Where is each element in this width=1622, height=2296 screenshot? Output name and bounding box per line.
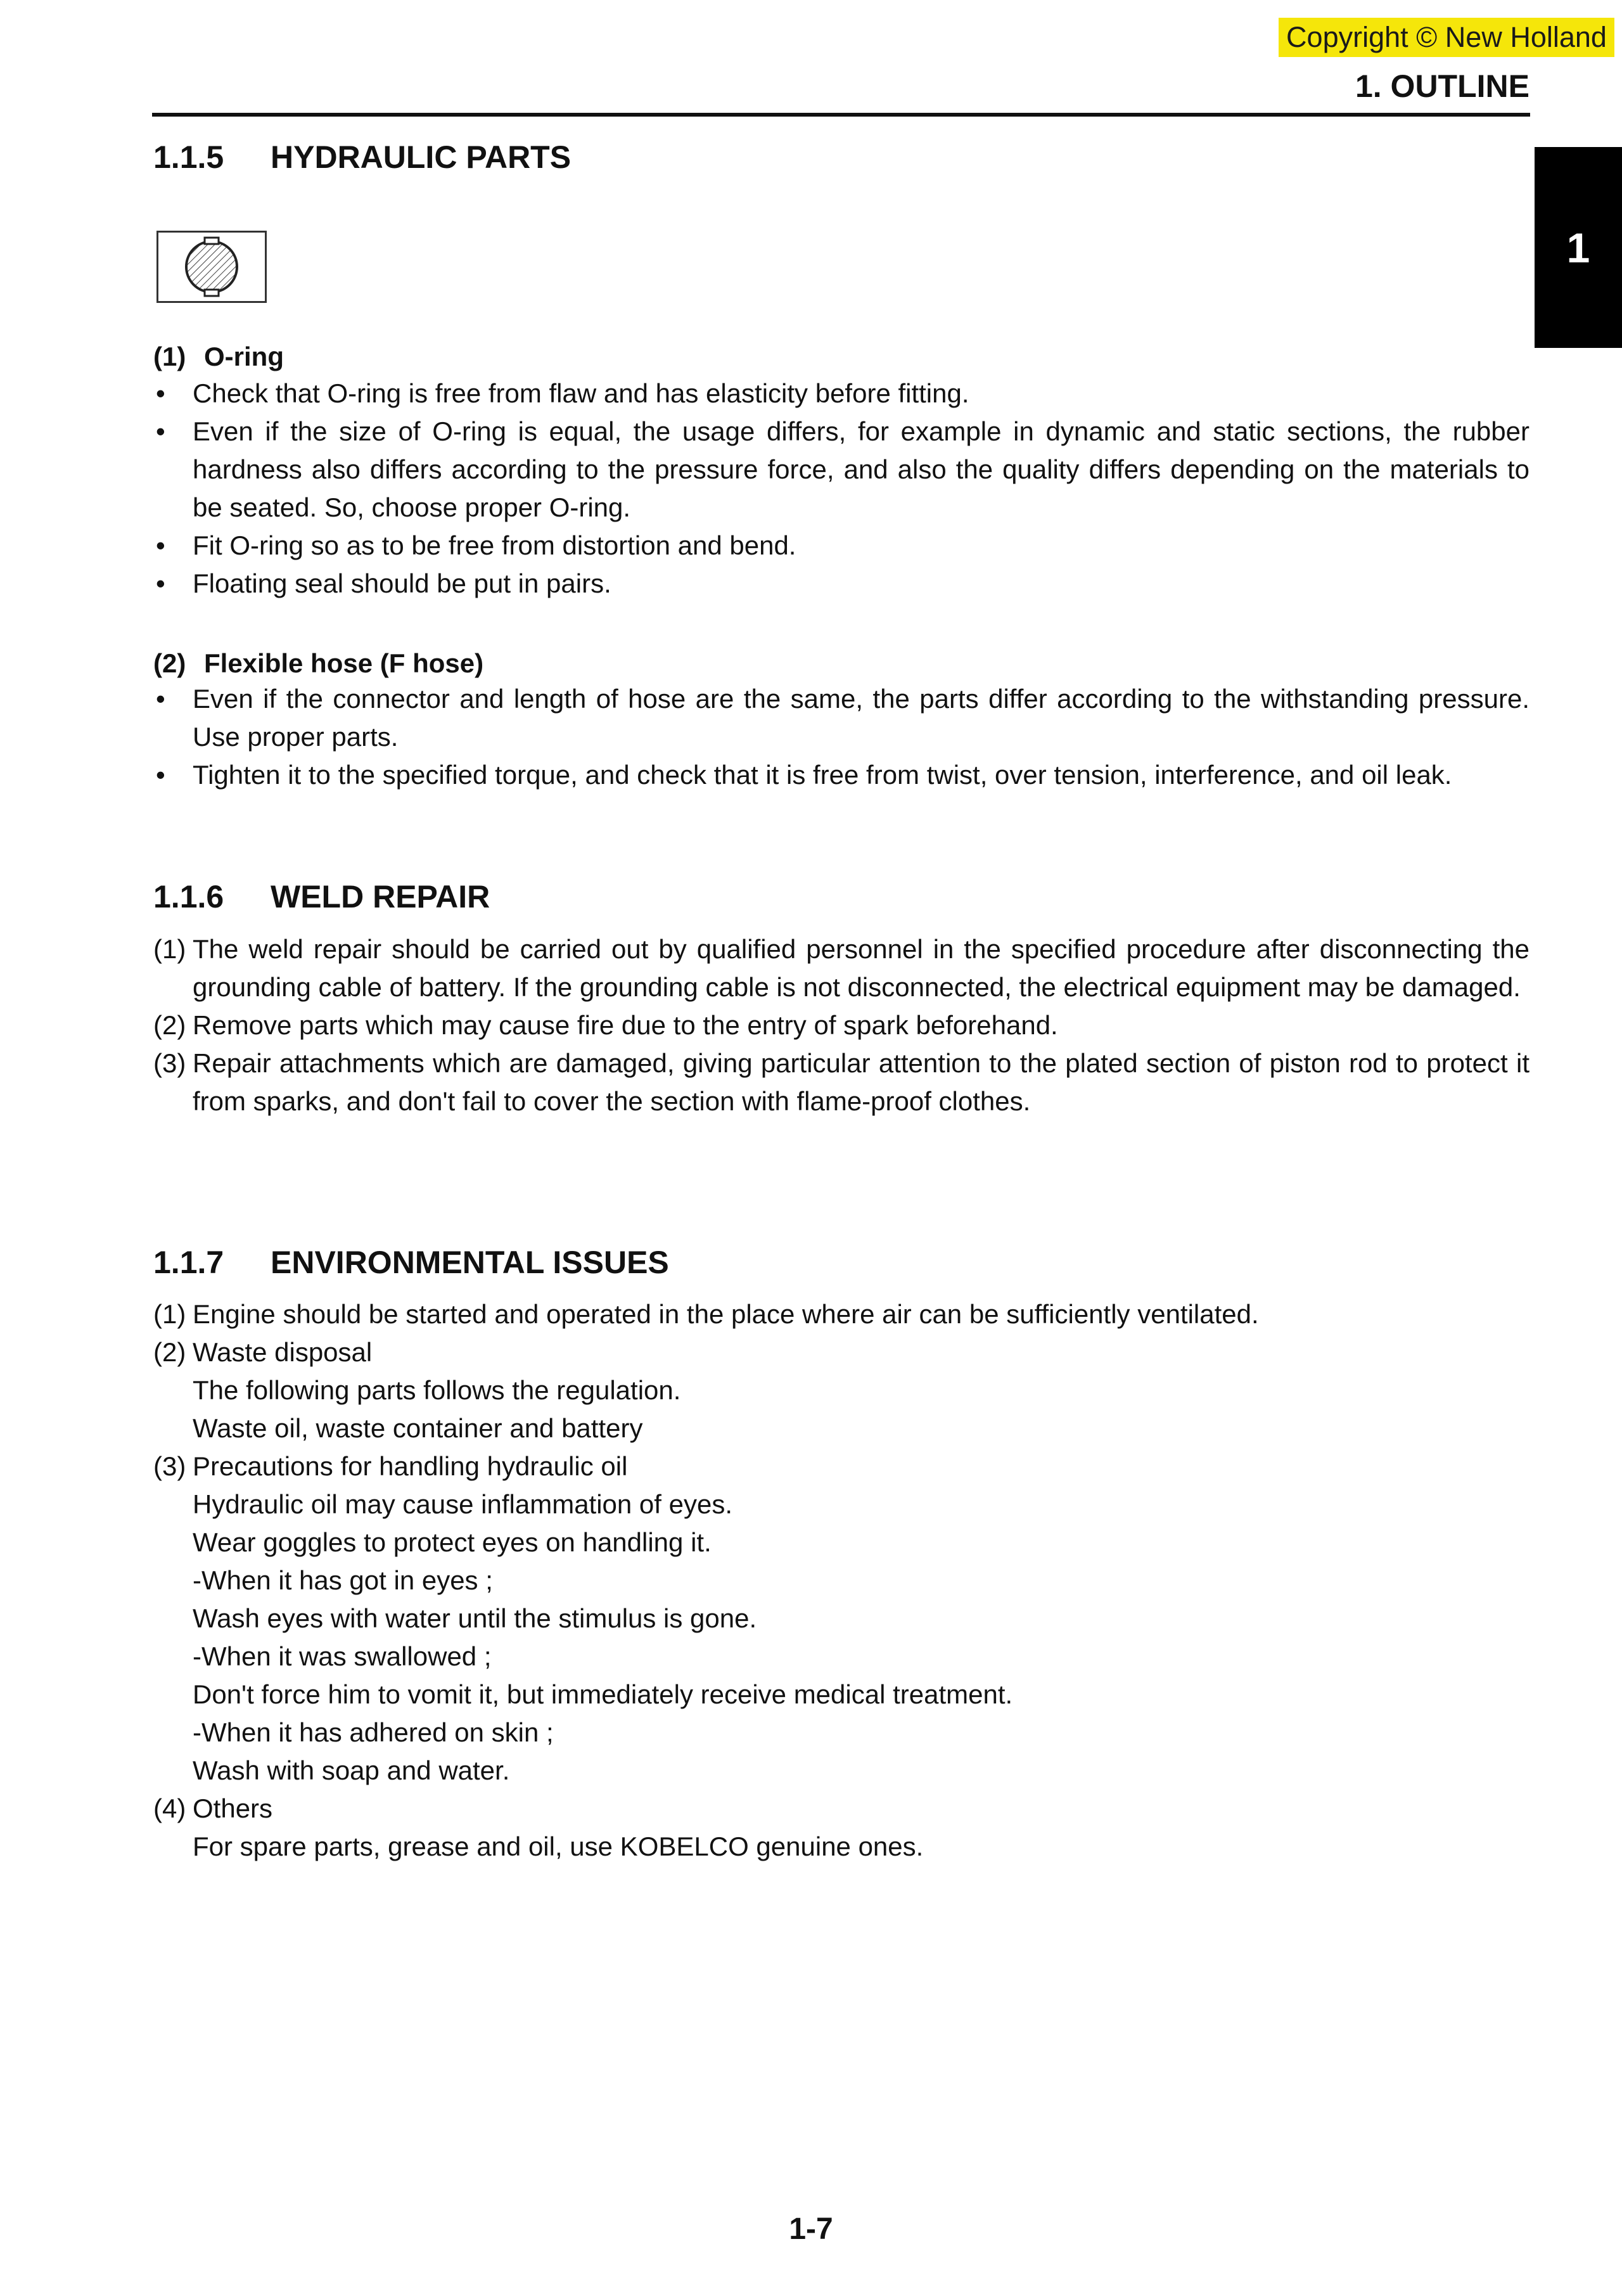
- subheading-number: (1): [153, 342, 186, 371]
- list-item: [153, 930, 1529, 1006]
- section-heading-hydraulic-parts: [153, 138, 571, 176]
- oring-cross-section-figure: [156, 231, 267, 303]
- page-number: 1-7: [789, 2212, 833, 2246]
- section-title: ENVIRONMENTAL ISSUES: [271, 1245, 669, 1280]
- list-item-text: Precautions for handling hydraulic oil: [193, 1451, 628, 1481]
- list-item-number: (2): [153, 1010, 186, 1040]
- list-item-text: Engine should be started and operated in the place where air can be sufficiently ventilated.: [193, 1299, 1259, 1329]
- list-item-detail: For spare parts, grease and oil, use KOBELCO genuine ones.: [193, 1831, 924, 1861]
- section-number: 1.1.7: [153, 1245, 224, 1280]
- list-item-detail: Don't force him to vomit it, but immediately receive medical treatment.: [193, 1679, 1013, 1709]
- list-item-text: Floating seal should be put in pairs.: [193, 568, 611, 598]
- list-item: [153, 1790, 1529, 1828]
- section-heading-environmental-issues: [153, 1243, 669, 1281]
- subheading-number: (2): [153, 648, 186, 678]
- chapter-tab-number: 1: [1566, 224, 1590, 271]
- bullet-icon: •: [156, 684, 165, 714]
- subheading-oring: [153, 338, 284, 376]
- list-item: [153, 1447, 1529, 1485]
- chapter-title: 1. OUTLINE: [1355, 68, 1529, 104]
- list-item-detail: The following parts follows the regulation.: [193, 1375, 681, 1405]
- bullet-icon: •: [156, 530, 165, 560]
- list-item: [153, 1295, 1529, 1333]
- bullet-icon: •: [156, 568, 165, 598]
- list-item-text: Fit O-ring so as to be free from distortion and bend.: [193, 530, 796, 560]
- header-rule: [152, 113, 1530, 117]
- list-item-number: (1): [153, 1299, 186, 1329]
- list-item-text: Repair attachments which are damaged, giving particular attention to the plated section of piston rod to protect it from sparks, and don't fail to cover the section with flame-proof clothes.: [193, 1048, 1529, 1116]
- chapter-tab: [1535, 147, 1622, 348]
- list-item: [153, 565, 1529, 603]
- list-item-number: (3): [153, 1451, 186, 1481]
- list-item: [153, 1333, 1529, 1371]
- list-item-text: Others: [193, 1793, 273, 1823]
- list-item: [153, 756, 1529, 794]
- list-item-detail: Wash with soap and water.: [193, 1755, 510, 1785]
- list-item: [153, 1044, 1529, 1120]
- list-item-text: The weld repair should be carried out by qualified personnel in the specified procedure after disconnecting the grounding cable of battery. If the grounding cable is not disconnected, the electrical equipment may be damaged.: [193, 934, 1529, 1002]
- list-item-text: Tighten it to the specified torque, and check that it is free from twist, over tension, interference, and oil leak.: [193, 760, 1452, 790]
- section-number: 1.1.5: [153, 139, 224, 175]
- list-item-text: Remove parts which may cause fire due to the entry of spark beforehand.: [193, 1010, 1058, 1040]
- list-item: [153, 413, 1529, 527]
- section-title: WELD REPAIR: [271, 879, 490, 914]
- list-item: [153, 1006, 1529, 1044]
- bullet-icon: •: [156, 378, 165, 408]
- environmental-list: [153, 1295, 1529, 1866]
- list-item-detail: -When it was swallowed ;: [193, 1641, 492, 1671]
- list-item-text: Check that O-ring is free from flaw and has elasticity before fitting.: [193, 378, 969, 408]
- list-item: [153, 680, 1529, 756]
- bullet-icon: •: [156, 416, 165, 446]
- hose-bullet-list: [153, 680, 1529, 794]
- subheading-title: Flexible hose (F hose): [204, 648, 484, 678]
- list-item-detail: -When it has adhered on skin ;: [193, 1717, 554, 1747]
- list-item-number: (3): [153, 1048, 186, 1078]
- copyright-banner: Copyright © New Holland: [1279, 18, 1614, 57]
- list-item-number: (1): [153, 934, 186, 964]
- list-item-detail: Wear goggles to protect eyes on handling it.: [193, 1527, 712, 1557]
- list-item-detail: Waste oil, waste container and battery: [193, 1413, 643, 1443]
- oring-bullet-list: [153, 375, 1529, 603]
- section-title: HYDRAULIC PARTS: [271, 139, 572, 175]
- list-item-detail: Hydraulic oil may cause inflammation of eyes.: [193, 1489, 733, 1519]
- list-item-text: Even if the size of O-ring is equal, the usage differs, for example in dynamic and static sections, the rubber hardness also differs according to the pressure force, and also the quality differs depending on the materials to be seated. So, choose proper O-ring.: [193, 416, 1529, 522]
- list-item-number: (4): [153, 1793, 186, 1823]
- subheading-flexible-hose: [153, 645, 483, 683]
- list-item: [153, 527, 1529, 565]
- bullet-icon: •: [156, 760, 165, 790]
- list-item-number: (2): [153, 1337, 186, 1367]
- list-item-detail: -When it has got in eyes ;: [193, 1565, 493, 1595]
- list-item-text: Even if the connector and length of hose are the same, the parts differ according to the withstanding pressure. Use proper parts.: [193, 684, 1529, 752]
- list-item-detail: Wash eyes with water until the stimulus is gone.: [193, 1603, 757, 1633]
- section-heading-weld-repair: [153, 878, 490, 916]
- weld-repair-list: [153, 930, 1529, 1120]
- subheading-title: O-ring: [204, 342, 284, 371]
- section-number: 1.1.6: [153, 879, 224, 914]
- list-item-text: Waste disposal: [193, 1337, 373, 1367]
- list-item: [153, 375, 1529, 413]
